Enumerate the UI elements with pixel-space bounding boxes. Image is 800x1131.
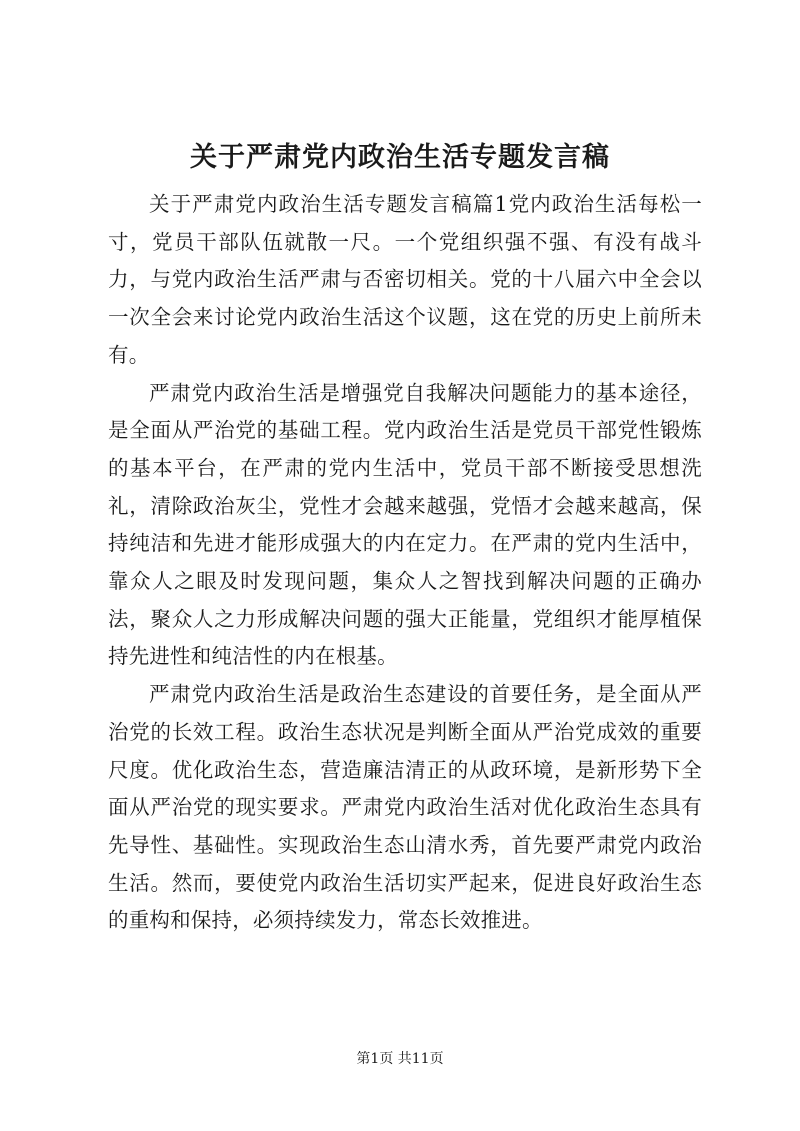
document-title: 关于严肃党内政治生活专题发言稿 [190, 142, 610, 173]
paragraph-3: 严肃党内政治生活是政治生态建设的首要任务，是全面从严治党的长效工程。政治生态状况是判断全面从严治党成效的重要尺度。优化政治生态，营造廉洁清正的从政环境，是新形势下全面从严治党的现实要求。严肃党内政治生活对优化政治生态具有先导性、基础性。实现政治生态山清水秀，首先要严肃党内政治生活。然而，要使党内政治生活切实严起来，促进良好政治生态的重构和保持，必须持续发力，常态长效推进。 [108, 682, 702, 933]
paragraph-1: 关于严肃党内政治生活专题发言稿篇1党内政治生活每松一寸，党员干部队伍就散一尺。一个党组织强不强、有没有战斗力，与党内政治生活严肃与否密切相关。党的十八届六中全会以一次全会来讨论党内政治生活这个议题，这在党的历史上前所未有。 [108, 192, 702, 367]
page-number-footer: 第1页 共11页 [356, 1051, 444, 1067]
paragraph-2: 严肃党内政治生活是增强党自我解决问题能力的基本途径，是全面从严治党的基础工程。党内政治生活是党员干部党性锻炼的基本平台，在严肃的党内生活中，党员干部不断接受思想洗礼，清除政治灰尘，党性才会越来越强，党悟才会越来越高，保持纯洁和先进才能形成强大的内在定力。在严肃的党内生活中，靠众人之眼及时发现问题，集众人之智找到解决问题的正确办法，聚众人之力形成解决问题的强大正能量，党组织才能厚植保持先进性和纯洁性的内在根基。 [108, 380, 702, 669]
document-body [108, 186, 702, 940]
